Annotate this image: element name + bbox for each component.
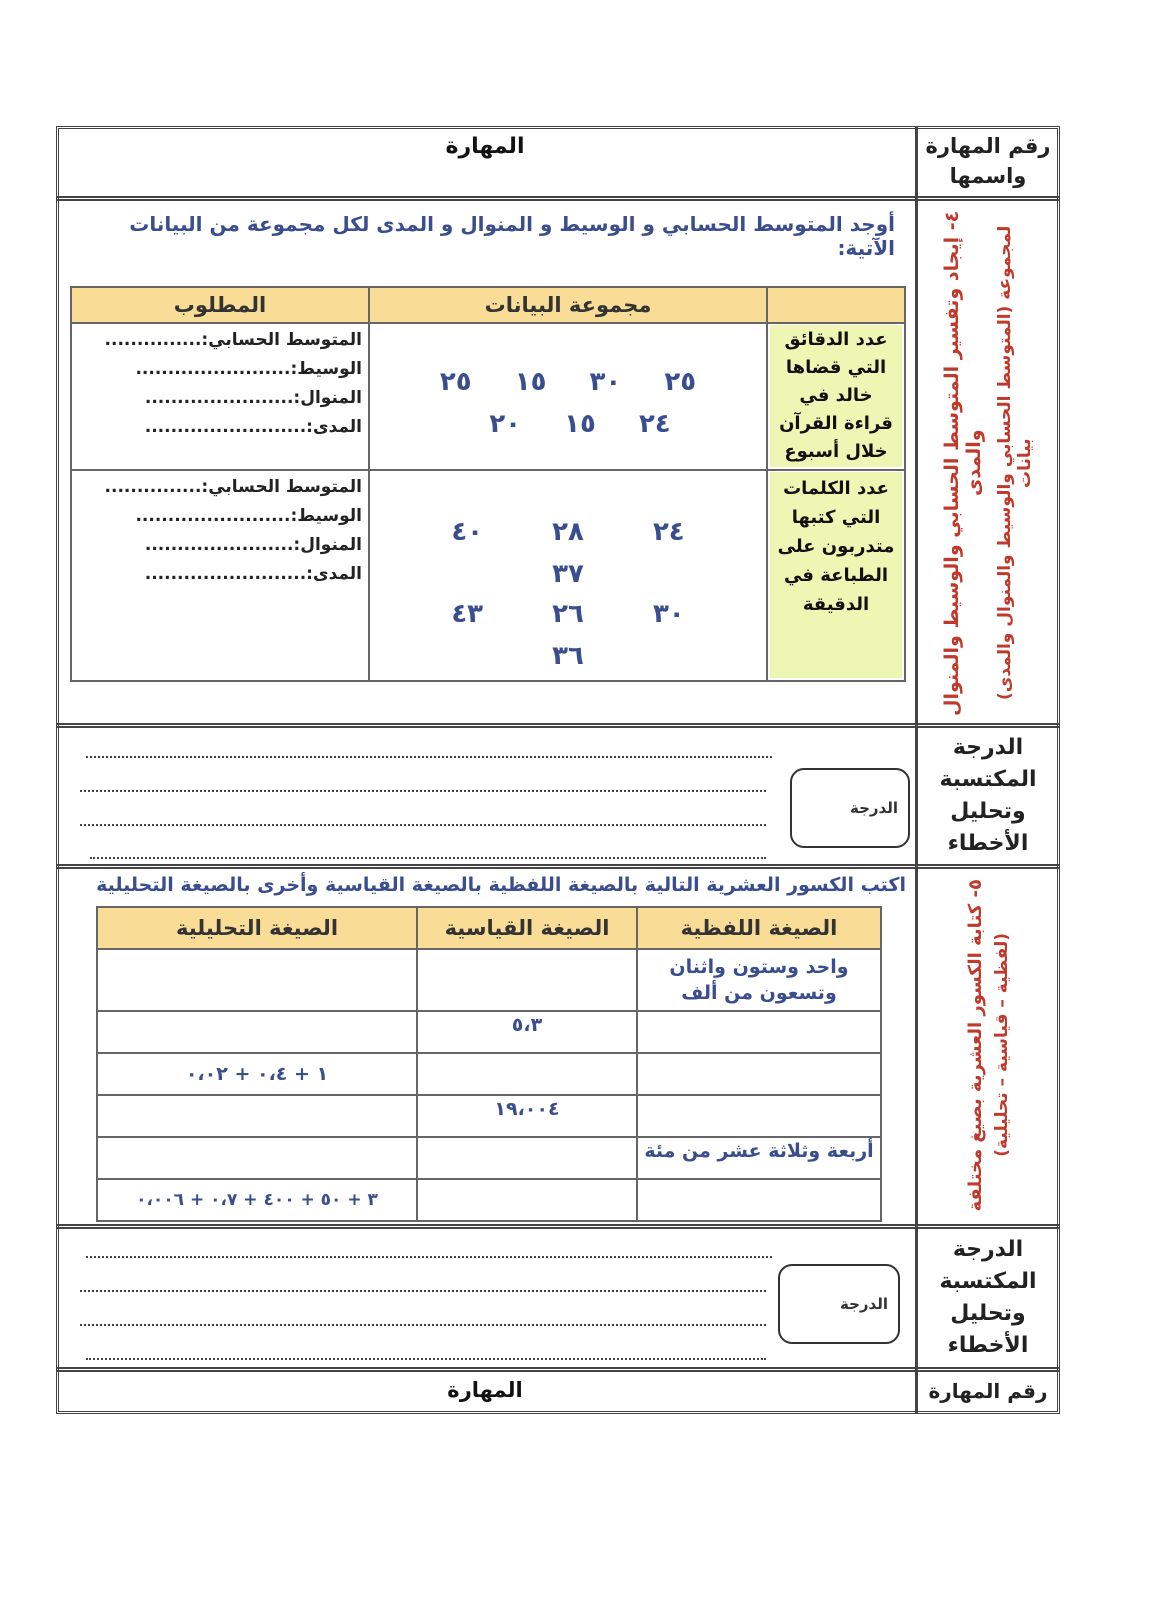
section5-instruction: اكتب الكسور العشرية التالية بالصيغة اللفظية بالصيغة القياسية وأخرى بالصيغة التحليلية bbox=[96, 874, 906, 896]
grade1-box[interactable] bbox=[790, 768, 910, 848]
grade1-label bbox=[920, 730, 1056, 862]
grade1-label-3: وتحليل bbox=[950, 799, 1026, 824]
table-row bbox=[97, 1179, 881, 1221]
grade2-box[interactable] bbox=[778, 1264, 900, 1344]
col-header-required: المطلوب bbox=[72, 288, 368, 322]
row-standard[interactable] bbox=[417, 1179, 637, 1221]
row1-range: المدى:......................... bbox=[144, 417, 362, 437]
row1-data-line2: ٢٤ ١٥ ٢٠ bbox=[489, 409, 671, 439]
grade2-line-2[interactable] bbox=[80, 1290, 766, 1292]
col-header-dataset: مجموعة البيانات bbox=[370, 288, 766, 322]
header-skill-title: المهارة bbox=[445, 133, 525, 159]
grade1-box-label: الدرجة bbox=[850, 799, 898, 817]
grade1-label-4: الأخطاء bbox=[947, 831, 1029, 856]
grade2-label bbox=[920, 1231, 1056, 1365]
row-expanded[interactable] bbox=[97, 1011, 417, 1053]
row2-mean: المتوسط الحسابي:............... bbox=[104, 477, 362, 497]
row-standard[interactable]: ٥،٣ bbox=[417, 1011, 637, 1053]
row2-range: المدى:......................... bbox=[144, 564, 362, 584]
row2-median: الوسيط:........................ bbox=[135, 506, 362, 526]
footer-skill-number-label: رقم المهارة bbox=[928, 1379, 1048, 1403]
grade2-label-3: وتحليل bbox=[950, 1301, 1026, 1326]
header-skill-number-label: رقم المهارة واسمها bbox=[925, 134, 1051, 188]
row-verbal[interactable]: واحد وستون واثنان وتسعون من ألف bbox=[637, 949, 881, 1011]
table-header-row bbox=[97, 907, 881, 949]
row2-data-line3: ٣٠ ٢٦ ٤٣ bbox=[451, 599, 685, 629]
table-row bbox=[97, 1137, 881, 1179]
row2-required bbox=[80, 473, 362, 589]
table-vline-1 bbox=[766, 288, 768, 680]
col-standard: الصيغة القياسية bbox=[417, 907, 637, 949]
row-expanded[interactable]: ٣ + ٥٠ + ٤٠٠ + ٠،٧ + ٠،٠٠٦ bbox=[97, 1179, 417, 1221]
row-standard[interactable] bbox=[417, 949, 637, 1011]
grade1-line-1[interactable] bbox=[86, 756, 772, 758]
table-row bbox=[97, 949, 881, 1011]
grade2-box-label: الدرجة bbox=[840, 1295, 888, 1313]
row-expanded[interactable] bbox=[97, 1137, 417, 1179]
section4-side-subtitle: (المتوسط الحسابي والوسيط والمنوال والمدى) لمجموعة بيانات bbox=[995, 225, 1035, 701]
grade1-label-2: المكتسبة bbox=[939, 767, 1037, 792]
row2-data-line4: ٣٦ bbox=[552, 641, 584, 671]
grade2-line-1[interactable] bbox=[86, 1256, 772, 1258]
row-standard[interactable] bbox=[417, 1053, 637, 1095]
row1-required bbox=[80, 326, 362, 442]
footer-top-line bbox=[56, 1367, 1060, 1372]
grade1-line-4[interactable] bbox=[90, 857, 766, 859]
row1-label: عدد الدقائق التي قضاها خالد في قراءة القرآن خلال أسبوع bbox=[770, 325, 902, 467]
row-verbal[interactable] bbox=[637, 1095, 881, 1137]
decimal-forms-table bbox=[96, 906, 882, 1222]
grade1-line-2[interactable] bbox=[80, 790, 766, 792]
row1-data-line1: ٢٥ ٣٠ ١٥ ٢٥ bbox=[439, 367, 697, 397]
row-standard[interactable]: ١٩،٠٠٤ bbox=[417, 1095, 637, 1137]
row2-data-line2: ٣٧ bbox=[552, 559, 584, 589]
section4-instruction: أوجد المتوسط الحسابي و الوسيط و المنوال و المدى لكل مجموعة من البيانات الآتية: bbox=[129, 212, 895, 260]
grade2-line-3[interactable] bbox=[80, 1324, 766, 1326]
section5-side-subtitle: (لفظية – قياسية – تحليلية) bbox=[991, 933, 1012, 1157]
row2-label: عدد الكلمات التي كتبها متدربون على الطباعة في الدقيقة bbox=[770, 472, 902, 678]
grade1-label-1: الدرجة bbox=[952, 735, 1024, 760]
table-vline-2 bbox=[368, 288, 370, 680]
section5-side-title: ٥- كتابة الكسور العشرية بصيغ مختلفة bbox=[964, 878, 986, 1212]
footer-skill-title: المهارة bbox=[447, 1378, 523, 1402]
col-expanded: الصيغة التحليلية bbox=[97, 907, 417, 949]
row-verbal[interactable]: أربعة وثلاثة عشر من مئة bbox=[637, 1137, 881, 1179]
section5-top-line bbox=[56, 864, 1060, 869]
table-row bbox=[97, 1011, 881, 1053]
row-standard[interactable] bbox=[417, 1137, 637, 1179]
row2-data-line1: ٢٤ ٢٨ ٤٠ bbox=[451, 517, 685, 547]
col-verbal: الصيغة اللفظية bbox=[637, 907, 881, 949]
section4-side-title: ٤- إيجاد وتفسير المتوسط الحسابي والوسيط والمنوال والمدى bbox=[941, 210, 985, 716]
grade2-label-4: الأخطاء bbox=[947, 1333, 1029, 1358]
row1-mean: المتوسط الحسابي:............... bbox=[104, 330, 362, 350]
row-expanded[interactable] bbox=[97, 949, 417, 1011]
grade1-top-line bbox=[56, 723, 1060, 728]
row-expanded[interactable]: ١ + ٠،٤ + ٠،٠٢ bbox=[97, 1053, 417, 1095]
row-verbal[interactable] bbox=[637, 1179, 881, 1221]
table-row bbox=[97, 1095, 881, 1137]
grade2-line-4[interactable] bbox=[86, 1358, 766, 1360]
table-row bbox=[97, 1053, 881, 1095]
section5-side-label bbox=[920, 872, 1056, 1218]
grade1-line-3[interactable] bbox=[80, 824, 766, 826]
grade2-label-2: المكتسبة bbox=[939, 1269, 1037, 1294]
grade2-top-line bbox=[56, 1224, 1060, 1229]
row-expanded[interactable] bbox=[97, 1095, 417, 1137]
grade2-label-1: الدرجة bbox=[952, 1237, 1024, 1262]
column-divider bbox=[915, 126, 918, 1414]
table-hline-1 bbox=[72, 322, 904, 324]
table-hline-2 bbox=[72, 469, 904, 471]
row-verbal[interactable] bbox=[637, 1053, 881, 1095]
row-verbal[interactable] bbox=[637, 1011, 881, 1053]
section4-side-label bbox=[920, 202, 1056, 724]
col-header-blank bbox=[768, 288, 904, 322]
header-bottom-line bbox=[56, 196, 1060, 201]
row1-mode: المنوال:....................... bbox=[144, 388, 362, 408]
row2-mode: المنوال:....................... bbox=[144, 535, 362, 555]
row1-median: الوسيط:........................ bbox=[135, 359, 362, 379]
